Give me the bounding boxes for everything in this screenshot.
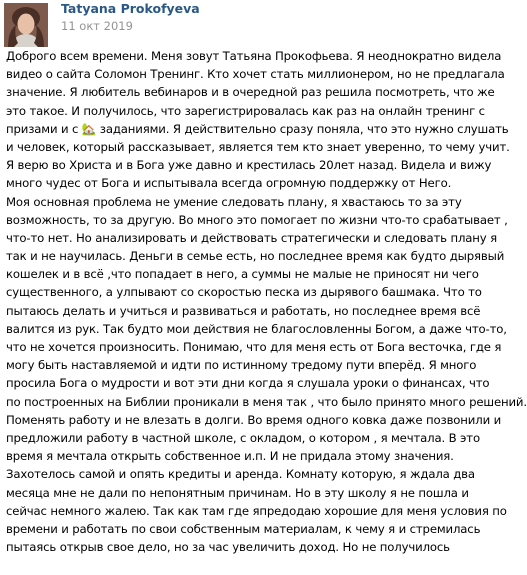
post-text-line: много чудес от Бога и испытывала всегда огромную поддержку от Него. (6, 176, 452, 191)
post-text-line: Я верю во Христа и в Бога уже давно и крестилась 20лет назад. Видела и вижу (6, 158, 492, 173)
post-text-line: Моя основная проблема не умение следовать плану, я хвастаюсь то за эту (6, 194, 462, 209)
post-text-line: Поменять работу и не влезать в долги. Во время одного ковка даже позвонили и (6, 412, 502, 427)
post-text-line: Захотелось самой и опять кредиты и аренда. Комнату которую, я ждала два (6, 467, 475, 482)
post-text-line: по построенных на Библии проникали в меня так , что было принято много решений. (6, 394, 527, 409)
post-text-line: сейчас немного жалею. Так как там где япредодаю хорошие для меня условия по (6, 503, 507, 518)
post-text-line: просила Бога о мудрости и вот эти дни когда я слушала уроки о финансах, что (6, 376, 490, 391)
post-text-line: пытаясь открыв свое дело, но за час увеличить доход. Но не получилось (6, 540, 450, 555)
post-text-line: времени и работать по свои собственным материалам, к чему я и стремилась (6, 521, 481, 536)
post-text-line: призами и с 🏡 заданиями. Я действительно сразу поняла, что это нужно слушать (6, 121, 509, 136)
avatar-photo-icon (4, 3, 48, 47)
post-text-line: видео о сайта Соломон Тренинг. Кто хочет стать миллионером, но не предлагала (6, 67, 505, 82)
post-text-line: что не хочется произносить. Понимаю, что для меня есть от Бога весточка, где я (6, 340, 502, 354)
author-avatar[interactable] (4, 3, 48, 47)
post-text-line: Доброго всем времени. Меня зовут Татьяна Прокофьева. Я неоднократно видела (6, 49, 502, 63)
post-text-line: месяца мне не дали по непонятным причинам. Но в эту школу я не пошла и (6, 485, 469, 500)
post-text-line: пытаюсь делать и учиться и развиваться и работать, но последнее время всё (6, 303, 481, 318)
post-header (0, 0, 475, 40)
post-text-line: и человек, который рассказывает, является тем кто знает уверенно, то чему учит. (6, 139, 510, 154)
post-text (6, 47, 527, 556)
author-name[interactable]: Tatyana Prokofyeva (61, 1, 200, 16)
post-text-line: что-то нет. Но анализировать и действовать стратегически и следовать плану я (6, 230, 497, 245)
post-text-line: предложили работу в частной школе, с окладом, о котором , я мечтала. В это (6, 430, 480, 445)
post-text-line: значение. Я любитель вебинаров и в очередной раз решила посмотреть, что же (6, 85, 495, 100)
post-text-line: кошелек и в всё ,что попадает в него, а суммы не малые не приносят ни чего (6, 267, 479, 282)
post-text-line: могу быть наставляемой и идти по истинному тредому пути вперёд. Я много (6, 358, 477, 373)
post-text-line: время я мечтала открыть собственное и.п. И не придала этому значения. (6, 449, 454, 464)
post-text-line: так и не научилась. Деньги в семье есть, но последнее время как будто дырявый (6, 249, 505, 264)
post-text-line: существенного, а улпывают со скоростью песка из дырявого башмака. Что то (6, 285, 482, 300)
post-text-line: это такое. И получилось, что зарегистрировалась как раз на онлайн тренинг с (6, 103, 485, 118)
post-text-line: валится из рук. Так будто мои действия не благословленны Богом, а даже что-то, (6, 321, 507, 336)
post-text-line: возможность, то за другую. Во много это помогает по жизни что-то срабатывает , (6, 212, 508, 227)
post-date[interactable]: 11 окт 2019 (61, 19, 133, 33)
